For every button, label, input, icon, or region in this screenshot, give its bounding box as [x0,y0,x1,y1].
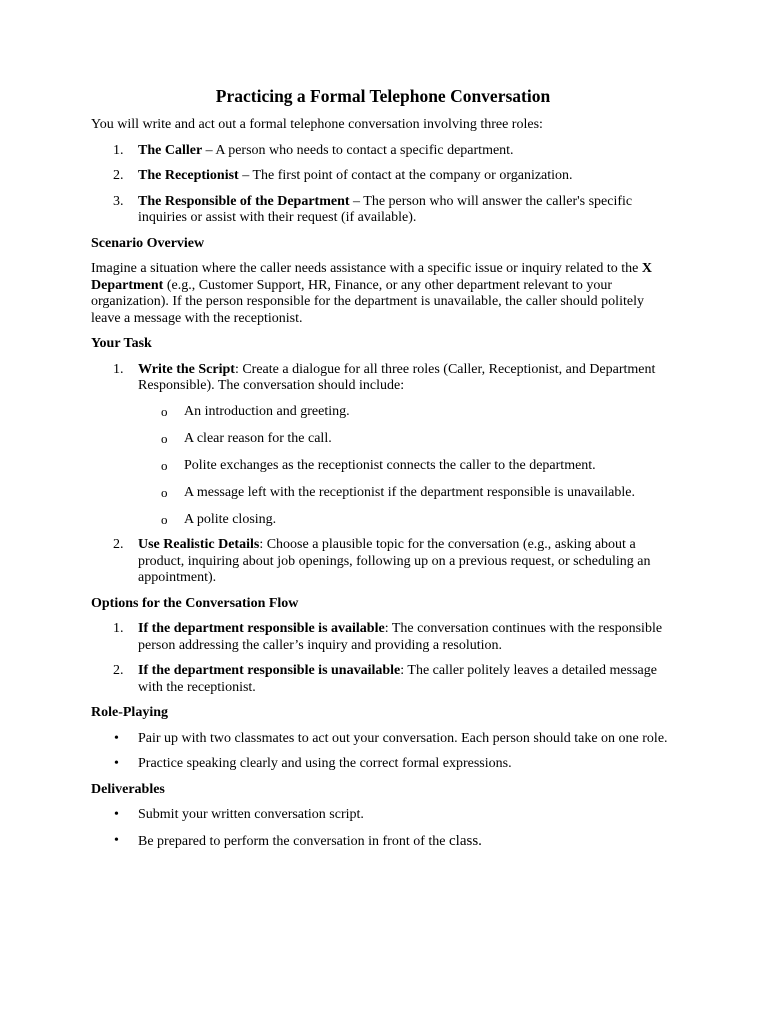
roles-list [91,143,675,227]
section-heading: Your Task [91,336,152,351]
list-item-text: Be prepared to perform the conversation in front of the [138,833,450,849]
bullet: • [114,756,119,771]
task-text: : Choose a plausible topic for the conversation (e.g., asking about a product, inquiring about job openings, following up on a previous request, or scheduling an appointment). [138,537,651,585]
list-item [91,731,675,748]
scenario-department: X Department [91,261,652,293]
role-name: The Caller [138,142,203,158]
scenario-text-after: (e.g., Customer Support, HR, Finance, or any other department relevant to your organization). If the person responsible for the department is unavailable, the caller should politely leave a message with the receptionist. [91,277,644,326]
sub-item-text: A message left with the receptionist if the department responsible is unavailable. [184,484,635,500]
list-item-text: Submit your written conversation script. [138,807,364,822]
role-description: – The first point of contact at the company or organization. [238,168,573,183]
task-label: Write the Script [138,361,235,377]
sub-bullet: o [161,403,168,419]
list-number: 1. [113,142,124,158]
list-item [91,537,675,587]
option-text: : The conversation continues with the responsible person addressing the caller’s inquiry and providing a resolution. [138,621,663,653]
list-item [91,621,675,654]
option-label: If the department responsible is available [138,621,385,636]
sub-list-item [138,404,675,421]
list-number: 2. [113,537,124,552]
section-heading: Deliverables [91,781,165,797]
list-item [91,194,675,227]
sub-item-text: Polite exchanges as the receptionist connects the caller to the department. [184,457,596,473]
sub-list [138,404,675,529]
role-name: The Receptionist [138,168,239,183]
scenario-text [91,261,675,327]
list-item-text-end: class. [449,832,482,849]
option-text: : The caller politely leaves a detailed message with the receptionist. [138,663,657,695]
roleplay-list [91,731,675,773]
bullet: • [114,807,119,822]
role-name: The Responsible of the Department [138,193,350,209]
sub-item-text: A clear reason for the call. [184,430,332,446]
sub-bullet: o [161,430,168,446]
list-item-text: Practice speaking clearly and using the correct formal expressions. [138,756,512,771]
list-number: 3. [113,193,124,209]
sub-bullet: o [161,457,168,473]
section-heading: Scenario Overview [91,235,205,251]
bullet: • [114,832,119,848]
scenario-text-before: Imagine a situation where the caller needs assistance with a specific issue or inquiry related to the [91,261,642,276]
role-description: – A person who needs to contact a specific department. [202,142,514,158]
task-list [91,362,675,587]
list-number: 2. [113,663,124,678]
task-label: Use Realistic Details [138,537,260,552]
options-list [91,621,675,696]
sub-list-item [138,512,675,529]
list-item-text: Pair up with two classmates to act out your conversation. Each person should take on one role. [138,730,668,746]
intro-text: You will write and act out a formal telephone conversation involving three roles: [91,117,543,132]
list-number: 1. [113,361,124,377]
option-label: If the department responsible is unavailable [138,663,401,678]
sub-list-item [138,485,675,502]
sub-bullet: o [161,511,168,527]
sub-bullet: o [161,484,168,500]
task-text: : Create a dialogue for all three roles (Caller, Receptionist, and Department Responsible). The conversation should include: [138,361,656,393]
sub-item-text: A polite closing. [184,511,277,527]
list-number: 1. [113,621,124,636]
role-description: – The person who will answer the caller's specific inquiries or assist with their request (if available). [138,193,633,225]
list-item [91,168,675,185]
list-item [91,833,675,851]
list-item [91,663,675,696]
list-number: 2. [113,168,124,183]
page-title: Practicing a Formal Telephone Conversation [215,86,551,106]
list-item [91,143,675,160]
deliverables-list [91,807,675,850]
document-page [91,86,675,859]
section-heading: Options for the Conversation Flow [91,595,299,611]
sub-list-item [138,431,675,448]
list-item [91,807,675,824]
list-item [91,362,675,529]
sub-item-text: An introduction and greeting. [184,403,350,419]
sub-list-item [138,458,675,475]
bullet: • [114,730,119,746]
section-heading: Role-Playing [91,705,168,720]
list-item [91,756,675,773]
